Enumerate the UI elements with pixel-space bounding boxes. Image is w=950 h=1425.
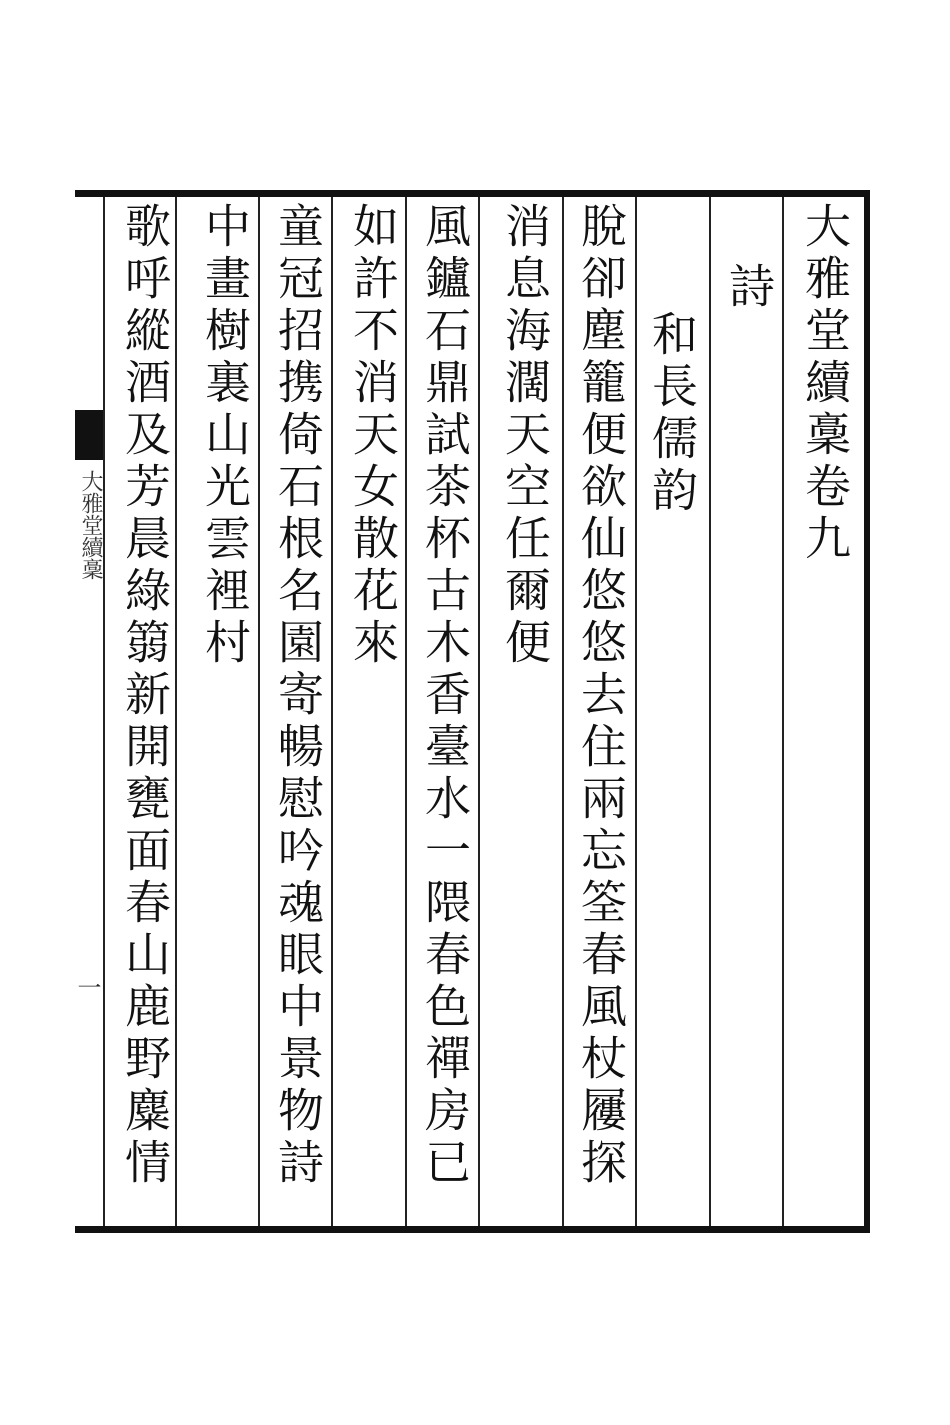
column-divider	[478, 197, 480, 1226]
fishtail-mark	[75, 410, 103, 460]
book-title: 大雅堂續稾卷九	[798, 202, 852, 566]
page-number: 一	[73, 975, 101, 999]
poem-line: 歌呼縱酒及芳晨綠篛新開甕面春山鹿野麋情	[118, 202, 172, 1190]
column-divider	[331, 197, 333, 1226]
poem-line: 風鑪石鼎試茶杯古木香臺水一隈春色禪房已	[418, 202, 472, 1190]
page-frame	[75, 190, 870, 1233]
page-gutter	[75, 410, 105, 740]
poem-line: 脫卻塵籠便欲仙悠悠去住兩忘筌春風杖屨探	[574, 202, 628, 1190]
poem-line: 消息海濶天空任爾便	[498, 202, 552, 670]
poem-line: 中畫樹裏山光雲裡村	[198, 202, 252, 670]
poem-line: 如許不消天女散花來	[346, 202, 400, 670]
genre-heading: 詩	[722, 262, 776, 314]
column-divider	[562, 197, 564, 1226]
column-divider	[782, 197, 784, 1226]
column-divider	[635, 197, 637, 1226]
right-border	[864, 190, 870, 1233]
poem-line: 童冠招携倚石根名園寄暢慰吟魂眼中景物詩	[271, 202, 325, 1190]
top-border	[75, 190, 870, 197]
poem-title: 和長儒韵	[645, 310, 699, 518]
column-divider	[175, 197, 177, 1226]
gutter-label: 大雅堂續稾	[78, 470, 103, 580]
column-divider	[709, 197, 711, 1226]
column-divider	[405, 197, 407, 1226]
bottom-border	[75, 1226, 870, 1233]
column-divider	[258, 197, 260, 1226]
